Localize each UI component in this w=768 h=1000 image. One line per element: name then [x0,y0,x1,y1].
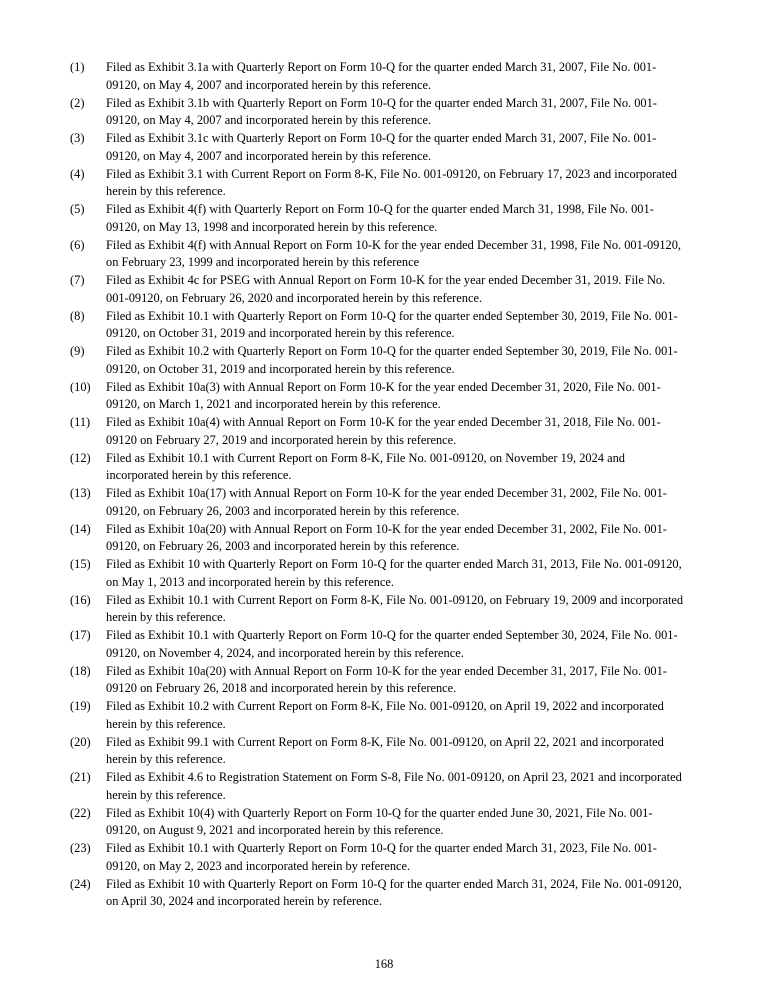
footnote-text-line: Filed as Exhibit 10.1 with Quarterly Report on Form 10-Q for the quarter ended September 30, 2019, File No. 001- [106,308,678,323]
footnote-text-line: Filed as Exhibit 10 with Quarterly Report on Form 10-Q for the quarter ended March 31, 2024, File No. 001-09120, [106,876,682,891]
footnote-text-line: 09120, on February 26, 2003 and incorporated herein by this reference. [106,539,460,554]
footnote-text-line: 09120, on May 4, 2007 and incorporated herein by this reference. [106,148,432,163]
footnote-text [106,769,682,805]
footnote [70,876,730,912]
footnote-text-line: on February 23, 1999 and incorporated herein by this reference [106,255,420,270]
footnote-number: (14) [70,521,91,536]
footnote-text-line: 09120, on October 31, 2019 and incorporated herein by this reference. [106,361,455,376]
footnote-number: (4) [70,166,85,181]
footnote-text-line: Filed as Exhibit 10 with Quarterly Report on Form 10-Q for the quarter ended March 31, 2013, File No. 001-09120, [106,557,682,571]
footnote-text [106,556,682,592]
footnote [70,663,730,699]
footnote [70,59,730,95]
footnote-number: (21) [70,770,91,784]
footnote-number: (15) [70,557,91,571]
footnote-number: (8) [70,308,85,323]
footnote-text-line: 09120, on March 1, 2021 and incorporated herein by this reference. [106,397,441,412]
footnote-text-line: 09120, on May 4, 2007 and incorporated herein by this reference. [106,113,432,128]
footnote-number: (11) [70,415,91,429]
footnote [70,521,730,557]
footnote [70,698,730,734]
footnote-text-line: 001-09120, on February 26, 2020 and incorporated herein by this reference. [106,290,483,305]
footnote-number: (10) [70,379,91,394]
footnote-list [70,59,730,911]
footnote-text-line: Filed as Exhibit 3.1c with Quarterly Report on Form 10-Q for the quarter ended March 31, 2007, File No. 001- [106,131,657,145]
footnote-text [106,59,656,95]
footnote-text-line: incorporated herein by this reference. [106,468,292,483]
footnote-text-line: Filed as Exhibit 4.6 to Registration Statement on Form S-8, File No. 001-09120, on April 23, 2021 and incorporated [106,770,682,784]
footnote [70,840,730,876]
footnote-text-line: Filed as Exhibit 10a(20) with Annual Report on Form 10-K for the year ended December 31, 2002, File No. 001- [106,521,667,536]
footnote-text-line: Filed as Exhibit 4(f) with Annual Report on Form 10-K for the year ended December 31, 1998, File No. 001-09120, [106,237,682,252]
footnote [70,95,730,131]
footnote-number: (6) [70,237,85,252]
footnote-text-line: Filed as Exhibit 10a(4) with Annual Report on Form 10-K for the year ended December 31, 2018, File No. 001- [106,415,661,429]
footnote [70,130,730,166]
footnote-text [106,698,664,734]
footnote-text-line: Filed as Exhibit 3.1 with Current Report on Form 8-K, File No. 001-09120, on February 17, 2023 and incorporated [106,166,677,181]
footnote-number: (23) [70,841,91,855]
footnote-text-line: 09120, on August 9, 2021 and incorporated herein by this reference. [106,823,444,838]
footnote-text-line: 09120, on May 4, 2007 and incorporated herein by this reference. [106,77,432,92]
footnote [70,627,730,663]
footnote [70,450,730,486]
footnote [70,201,730,237]
footnote-text [106,450,625,486]
footnote-text [106,627,678,663]
footnote-text-line: herein by this reference. [106,787,226,802]
footnote-text-line: 09120, on February 26, 2003 and incorporated herein by this reference. [106,503,460,518]
footnote-number: (7) [70,273,85,287]
footnote-text-line: Filed as Exhibit 10.1 with Quarterly Report on Form 10-Q for the quarter ended March 31, 2023, File No. 001- [106,841,657,855]
footnote-text [106,130,656,166]
footnote-text-line: on April 30, 2024 and incorporated herein by reference. [106,894,382,909]
footnote-text-line: Filed as Exhibit 10a(17) with Annual Report on Form 10-K for the year ended December 31, 2002, File No. 001- [106,486,667,500]
footnote-text-line: 09120, on November 4, 2024, and incorporated herein by this reference. [106,645,464,660]
footnote [70,272,730,308]
footnote-text-line: 09120, on May 13, 1998 and incorporated herein by this reference. [106,219,438,234]
footnote-text-line: Filed as Exhibit 10.1 with Quarterly Report on Form 10-Q for the quarter ended September 30, 2024, File No. 001- [106,628,678,642]
footnote-text-line: 09120, on May 2, 2023 and incorporated herein by reference. [106,858,411,873]
footnote-number: (13) [70,486,91,500]
footnote-text [106,308,678,344]
footnote-number: (1) [70,60,85,74]
footnote-text-line: 09120, on October 31, 2019 and incorporated herein by this reference. [106,326,455,341]
footnote [70,166,730,202]
footnote-number: (3) [70,131,85,145]
footnote-text-line: 09120 on February 27, 2019 and incorporated herein by this reference. [106,432,457,447]
footnote [70,414,730,450]
footnote-number: (5) [70,202,85,216]
footnote-number: (18) [70,663,91,678]
footnote-number: (20) [70,734,91,749]
footnote [70,805,730,841]
footnote-text-line: on May 1, 2013 and incorporated herein by this reference. [106,574,394,589]
footnote-text [106,521,667,557]
footnote-text-line: Filed as Exhibit 10.1 with Current Report on Form 8-K, File No. 001-09120, on February 19, 2009 and incorporated [106,592,684,607]
footnote-text [106,840,657,876]
footnote-number: (24) [70,876,91,891]
footnote-text [106,485,667,521]
footnote-text-line: Filed as Exhibit 3.1b with Quarterly Report on Form 10-Q for the quarter ended March 31, 2007, File No. 001- [106,95,657,110]
footnote [70,485,730,521]
footnote-number: (22) [70,805,91,820]
footnote [70,769,730,805]
footnote-text-line: herein by this reference. [106,752,226,767]
footnote-text [106,166,677,202]
footnote-text-line: Filed as Exhibit 4c for PSEG with Annual Report on Form 10-K for the year ended December 31, 2019. File No. [106,273,666,287]
footnote-text [106,592,683,628]
footnote-text-line: Filed as Exhibit 10(4) with Quarterly Report on Form 10-Q for the quarter ended June 30, 2021, File No. 001- [106,805,653,820]
footnote-text [106,201,654,237]
footnote-text-line: herein by this reference. [106,716,226,731]
footnote [70,237,730,273]
footnote-text-line: Filed as Exhibit 10a(20) with Annual Report on Form 10-K for the year ended December 31, 2017, File No. 001- [106,663,667,678]
page-number: 168 [374,957,394,971]
footnote [70,379,730,415]
footnote [70,308,730,344]
footnote [70,343,730,379]
footnote-text [106,734,664,770]
footnote-text-line: herein by this reference. [106,184,226,199]
footnote-text [106,379,661,415]
footnote-text [106,414,661,450]
footnote-text-line: Filed as Exhibit 10a(3) with Annual Report on Form 10-K for the year ended December 31, 2020, File No. 001- [106,379,661,394]
footnote-text-line: Filed as Exhibit 3.1a with Quarterly Report on Form 10-Q for the quarter ended March 31, 2007, File No. 001- [106,60,657,74]
footnote-text-line: Filed as Exhibit 4(f) with Quarterly Report on Form 10-Q for the quarter ended March 31, 1998, File No. 001- [106,202,654,216]
footnote-text-line: Filed as Exhibit 10.1 with Current Report on Form 8-K, File No. 001-09120, on November 19, 2024 and [106,450,625,465]
footnote-text [106,805,652,841]
footnote-number: (9) [70,344,85,358]
footnote-number: (19) [70,699,91,713]
footnote-text [106,343,678,379]
footnote [70,734,730,770]
footnote-text-line: Filed as Exhibit 99.1 with Current Report on Form 8-K, File No. 001-09120, on April 22, 2021 and incorporated [106,734,664,749]
footnote [70,592,730,628]
footnote-number: (17) [70,628,91,642]
footnote-text [106,663,667,699]
footnote-number: (16) [70,592,91,607]
footnote-text [106,272,665,308]
footnote-text [106,95,657,131]
footnote-text-line: herein by this reference. [106,610,226,625]
footnote-text-line: 09120 on February 26, 2018 and incorporated herein by this reference. [106,681,457,696]
footnote-number: (12) [70,450,91,465]
footnote-text [106,237,681,273]
footnote-text-line: Filed as Exhibit 10.2 with Quarterly Report on Form 10-Q for the quarter ended September 30, 2019, File No. 001- [106,344,678,358]
footnote [70,556,730,592]
footnote-text-line: Filed as Exhibit 10.2 with Current Report on Form 8-K, File No. 001-09120, on April 19, 2022 and incorporated [106,699,664,713]
footnote-number: (2) [70,95,85,110]
footnote-text [106,876,682,912]
